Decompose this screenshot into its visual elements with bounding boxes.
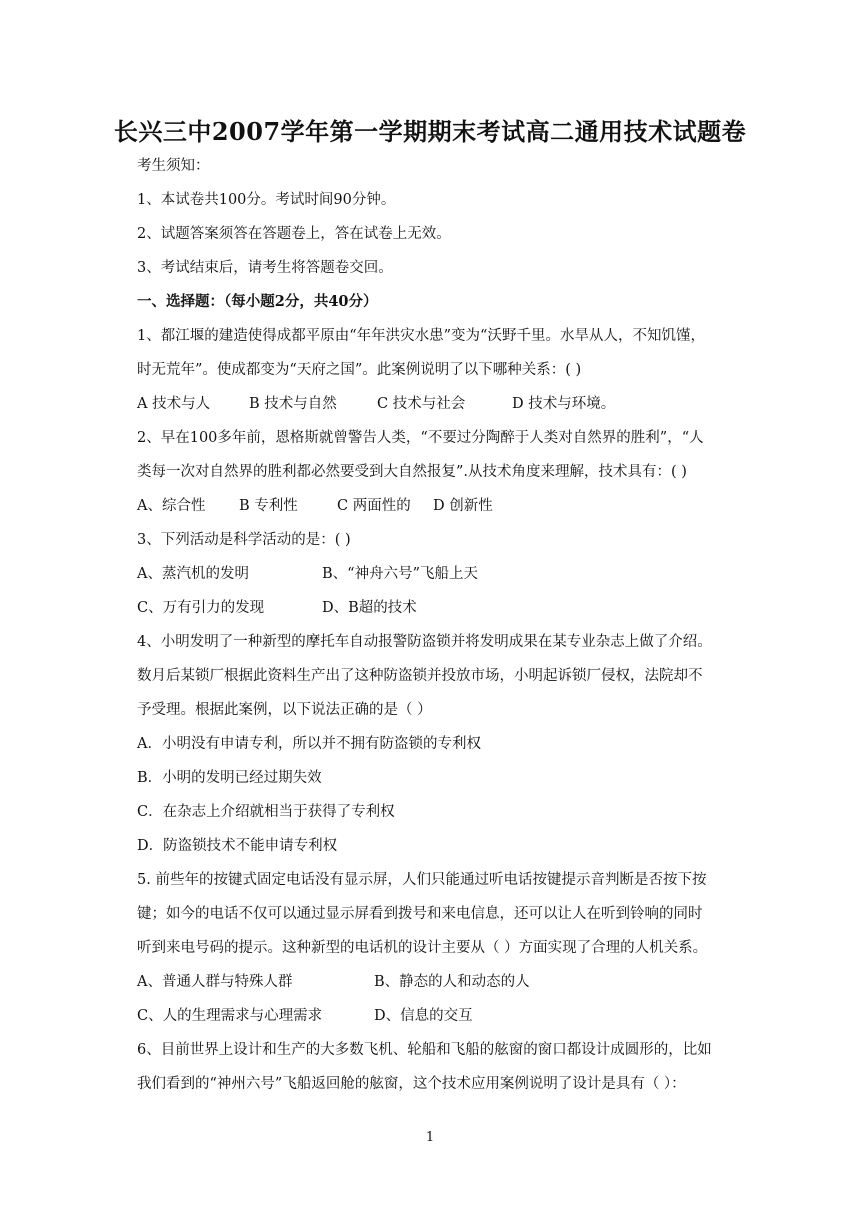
option: A、综合性 [137,498,206,514]
question-text: 类每一次对自然界的胜利都必然要受到大自然报复”.从技术角度来理解，技术具有：( ) [137,464,687,480]
option: D、信息的交互 [374,1008,473,1024]
option: A、普通人群与特殊人群 [137,974,293,990]
notice-heading: 考生须知： [137,158,210,174]
question-text: 听到来电号码的提示。这种新型的电话机的设计主要从（ ）方面实现了合理的人机关系。 [137,940,708,956]
question-text: 6、目前世界上设计和生产的大多数飞机、轮船和飞船的舷窗的窗口都设计成圆形的，比如 [137,1042,712,1058]
option: D．防盗锁技术不能申请专利权 [137,838,338,854]
option: C、万有引力的发现 [137,600,265,616]
question-text: 3、下列活动是科学活动的是：( ) [137,532,351,548]
option: B．小明的发明已经过期失效 [137,770,322,786]
option: D、B超的技术 [322,600,417,616]
question-text: 2、早在100多年前，恩格斯就曾警告人类，“不要过分陶醉于人类对自然界的胜利”，“人 [137,430,704,446]
option: C、人的生理需求与心理需求 [137,1008,323,1024]
question-text: 1、都江堰的建造使得成都平原由“年年洪灾水患”变为“沃野千里。水旱从人，不知饥馑， [137,328,705,344]
option: D 创新性 [433,498,493,514]
question-text: 数月后某锁厂根据此资料生产出了这种防盗锁并投放市场，小明起诉锁厂侵权，法院却不 [137,668,703,684]
option: C 两面性的 [337,498,411,514]
option: D 技术与环境。 [512,396,616,412]
question-text: 时无荒年”。使成都变为“天府之国”。此案例说明了以下哪种关系：( ) [137,362,582,378]
option: C．在杂志上介绍就相当于获得了专利权 [137,804,395,820]
question-text: 我们看到的“神州六号”飞船返回舱的舷窗，这个技术应用案例说明了设计是具有（ ）： [137,1076,686,1092]
page-title: 长兴三中2007学年第一学期期末考试高二通用技术试题卷 [113,117,747,146]
option: A．小明没有申请专利，所以并不拥有防盗锁的专利权 [137,736,481,752]
option: B 技术与自然 [249,396,337,412]
section-heading: 一、选择题：（每小题2分，共40分） [137,293,378,310]
notice-item: 2、试题答案须答在答题卷上，答在试卷上无效。 [137,226,451,242]
notice-item: 3、考试结束后，请考生将答题卷交回。 [137,260,393,276]
option: B 专利性 [239,498,298,514]
option: A 技术与人 [137,396,211,412]
question-text: 予受理。根据此案例，以下说法正确的是（ ） [137,702,432,718]
option: B、静态的人和动态的人 [374,974,530,990]
page-number: 1 [425,1130,435,1145]
option: B、“神舟六号”飞船上天 [322,566,478,582]
question-text: 5. 前些年的按键式固定电话没有显示屏，人们只能通过听电话按键提示音判断是否按下按 [137,872,707,888]
question-text: 4、小明发明了一种新型的摩托车自动报警防盗锁并将发明成果在某专业杂志上做了介绍。 [137,634,712,650]
option: C 技术与社会 [377,396,466,412]
option: A、蒸汽机的发明 [137,566,249,582]
notice-item: 1、本试卷共100分。考试时间90分钟。 [137,192,396,208]
question-text: 键；如今的电话不仅可以通过显示屏看到拨号和来电信息，还可以让人在听到铃响的同时 [137,906,703,922]
